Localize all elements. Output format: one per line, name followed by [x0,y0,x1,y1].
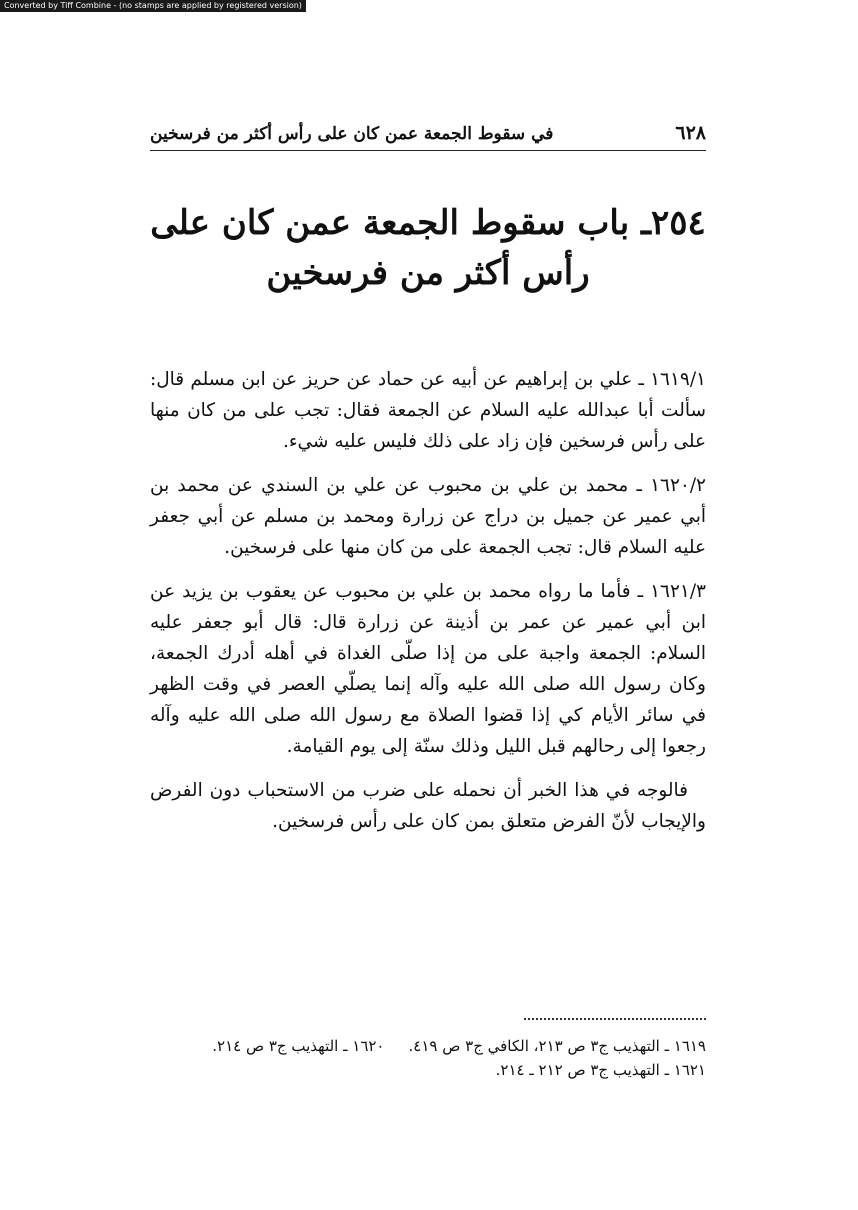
footnote-1621: ١٦٢١ ـ التهذيب ج٣ ص ٢١٢ ـ ٢١٤. [495,1061,706,1079]
footnote-separator [524,1018,706,1020]
running-header [150,114,706,151]
conversion-banner: Converted by Tiff Combine - (no stamps are applied by registered version) [0,0,306,12]
footnote-1620: ١٦٢٠ ـ التهذيب ج٣ ص ٢١٤. [212,1037,385,1055]
chapter-title: ٢٥٤ـ باب سقوط الجمعة عمن كان على رأس أكثر من فرسخين [150,203,706,293]
page-number: ٦٢٨ [675,122,706,144]
hadith-paragraph-1620: ١٦٢٠/٢ ـ محمد بن علي بن محبوب عن علي بن السندي عن محمد بن أبي عمير عن جميل بن دراج عن زرارة ومحمد بن مسلم عن أبي جعفر عليه السلام قال: تجب الجمعة على من كان منها على فرسخين. [150,475,706,558]
running-title: في سقوط الجمعة عمن كان على رأس أكثر من فرسخين [150,124,554,144]
footnotes [150,1034,706,1082]
footnote-line [150,1034,706,1058]
hadith-paragraph-1621: ١٦٢١/٣ ـ فأما ما رواه محمد بن علي بن محبوب عن يعقوب بن يزيد عن ابن أبي عمير عن عمر بن أذينة عن زرارة قال: قال أبو جعفر عليه السلام: الجمعة واجبة على من إذا صلّى الغداة في أهله أدرك الجمعة، وكان رسول الله صلى الله عليه وآله إنما يصلّي العصر في وقت الظهر في سائر الأيام كي إذا قضوا الصلاة مع رسول الله صلى الله عليه وآله رجعوا إلى رحالهم قبل الليل وذلك سنّة إلى يوم القيامة. [150,581,706,757]
body-text [150,364,706,850]
commentary-paragraph: فالوجه في هذا الخبر أن نحمله على ضرب من الاستحباب دون الفرض والإيجاب لأنّ الفرض متعلق بمن كان على رأس فرسخين. [150,780,706,832]
footnote-line [150,1058,706,1082]
hadith-paragraph-1619: ١٦١٩/١ ـ علي بن إبراهيم عن أبيه عن حماد عن حريز عن ابن مسلم قال: سألت أبا عبدالله عليه السلام عن الجمعة فقال: تجب على من كان منها على رأس فرسخين فإن زاد على ذلك فليس عليه شيء. [150,369,706,452]
footnote-1619: ١٦١٩ ـ التهذيب ج٣ ص ٢١٣، الكافي ج٣ ص ٤١٩. [408,1037,706,1055]
